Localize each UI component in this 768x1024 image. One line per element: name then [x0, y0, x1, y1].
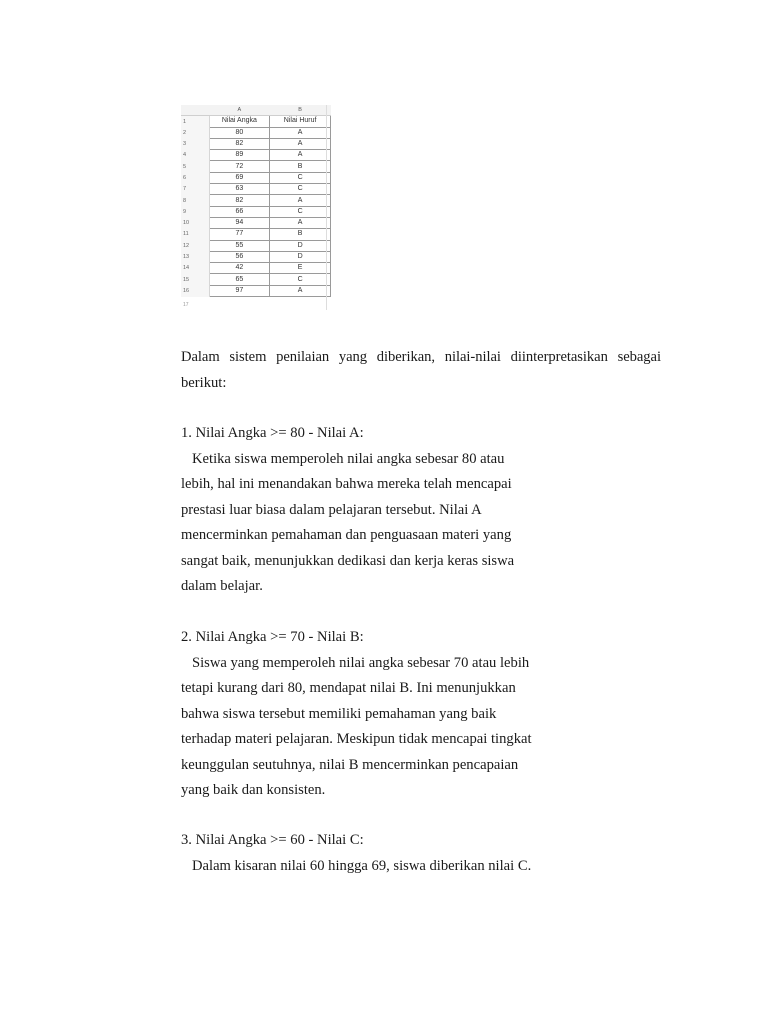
column-letter-row: [181, 105, 331, 116]
row-number: 3: [181, 138, 209, 149]
cell-nilai-angka: 63: [209, 184, 270, 195]
intro-line-2: berikut:: [181, 374, 227, 391]
table-row: [181, 127, 331, 138]
cell-nilai-huruf: D: [270, 251, 331, 262]
cell-nilai-angka: 55: [209, 240, 270, 251]
partial-row-number: 17: [183, 302, 189, 308]
table-row: [181, 229, 331, 240]
intro-line-1: Dalam sistem penilaian yang diberikan, nilai-nilai diinterpretasikan sebagai: [181, 349, 661, 365]
cell-nilai-angka: 56: [209, 251, 270, 262]
cell-nilai-huruf: C: [270, 206, 331, 217]
row-number: 12: [181, 240, 209, 251]
section-nilai-b: [181, 625, 681, 804]
section-line: prestasi luar biasa dalam pelajaran tersebut. Nilai A: [181, 501, 482, 518]
row-number: 1: [181, 116, 209, 127]
row-number: 13: [181, 251, 209, 262]
section-line: dalam belajar.: [181, 578, 263, 594]
table-row: [181, 263, 331, 274]
cell-nilai-huruf: A: [270, 285, 331, 296]
table-row: [181, 138, 331, 149]
table-row: [181, 206, 331, 217]
cell-nilai-angka: 89: [209, 150, 270, 161]
cell-nilai-huruf: B: [270, 229, 331, 240]
cell-nilai-angka: 82: [209, 138, 270, 149]
cell-nilai-huruf: C: [270, 172, 331, 183]
section-line: Ketika siswa memperoleh nilai angka sebesar 80 atau: [192, 450, 505, 467]
section-heading: 3. Nilai Angka >= 60 - Nilai C:: [181, 832, 364, 848]
table-row: [181, 195, 331, 206]
row-number: 11: [181, 229, 209, 240]
cell-nilai-huruf: D: [270, 240, 331, 251]
cell-nilai-huruf: A: [270, 138, 331, 149]
section-heading: 1. Nilai Angka >= 80 - Nilai A:: [181, 425, 364, 441]
section-line: Siswa yang memperoleh nilai angka sebesar 70 atau lebih: [192, 654, 530, 671]
row-number: 9: [181, 206, 209, 217]
cell-nilai-angka: 80: [209, 127, 270, 138]
header-nilai-huruf: Nilai Huruf: [270, 116, 331, 127]
cell-nilai-angka: 77: [209, 229, 270, 240]
row-number: 6: [181, 172, 209, 183]
section-line: bahwa siswa tersebut memiliki pemahaman yang baik: [181, 705, 497, 722]
row-number: 10: [181, 217, 209, 228]
section-line: lebih, hal ini menandakan bahwa mereka telah mencapai: [181, 476, 512, 492]
cell-nilai-angka: 82: [209, 195, 270, 206]
header-row: [181, 116, 331, 127]
cell-nilai-huruf: C: [270, 274, 331, 285]
table-row: [181, 240, 331, 251]
cell-nilai-angka: 42: [209, 263, 270, 274]
cell-nilai-huruf: A: [270, 195, 331, 206]
row-number: 16: [181, 285, 209, 296]
spreadsheet-image: [181, 105, 335, 310]
cell-nilai-huruf: A: [270, 150, 331, 161]
cell-nilai-huruf: B: [270, 161, 331, 172]
table-row: [181, 285, 331, 296]
cell-nilai-angka: 97: [209, 285, 270, 296]
row-number: 14: [181, 263, 209, 274]
table-row: [181, 150, 331, 161]
section-line: terhadap materi pelajaran. Meskipun tidak mencapai tingkat: [181, 731, 532, 747]
section-nilai-c: [181, 828, 681, 879]
cell-nilai-angka: 65: [209, 274, 270, 285]
cell-nilai-huruf: E: [270, 263, 331, 274]
row-number: 8: [181, 195, 209, 206]
section-heading: 2. Nilai Angka >= 70 - Nilai B:: [181, 629, 364, 645]
row-number: 5: [181, 161, 209, 172]
table-row: [181, 184, 331, 195]
cell-nilai-huruf: C: [270, 184, 331, 195]
cell-nilai-angka: 72: [209, 161, 270, 172]
row-number: 4: [181, 150, 209, 161]
cell-nilai-huruf: A: [270, 217, 331, 228]
intro-paragraph: [181, 345, 661, 396]
table-row: [181, 217, 331, 228]
header-nilai-angka: Nilai Angka: [209, 116, 270, 127]
grade-table: [181, 105, 331, 297]
corner-cell: [181, 105, 209, 116]
section-line: mencerminkan pemahaman dan penguasaan materi yang: [181, 527, 512, 543]
table-row: [181, 172, 331, 183]
section-line: sangat baik, menunjukkan dedikasi dan kerja keras siswa: [181, 552, 515, 569]
table-row: [181, 274, 331, 285]
table-row: [181, 161, 331, 172]
section-line: Dalam kisaran nilai 60 hingga 69, siswa diberikan nilai C.: [192, 857, 532, 874]
cell-nilai-angka: 66: [209, 206, 270, 217]
section-nilai-a: [181, 421, 681, 600]
row-number: 2: [181, 127, 209, 138]
section-line: keunggulan seutuhnya, nilai B mencerminkan pencapaian: [181, 756, 519, 773]
section-line: yang baik dan konsisten.: [181, 782, 326, 798]
sheet-edge-divider: [326, 105, 327, 310]
table-row: [181, 251, 331, 262]
cell-nilai-huruf: A: [270, 127, 331, 138]
column-letter-b: B: [270, 105, 331, 116]
cell-nilai-angka: 69: [209, 172, 270, 183]
row-number: 15: [181, 274, 209, 285]
section-line: tetapi kurang dari 80, mendapat nilai B. Ini menunjukkan: [181, 680, 516, 696]
column-letter-a: A: [209, 105, 270, 116]
row-number: 7: [181, 184, 209, 195]
cell-nilai-angka: 94: [209, 217, 270, 228]
